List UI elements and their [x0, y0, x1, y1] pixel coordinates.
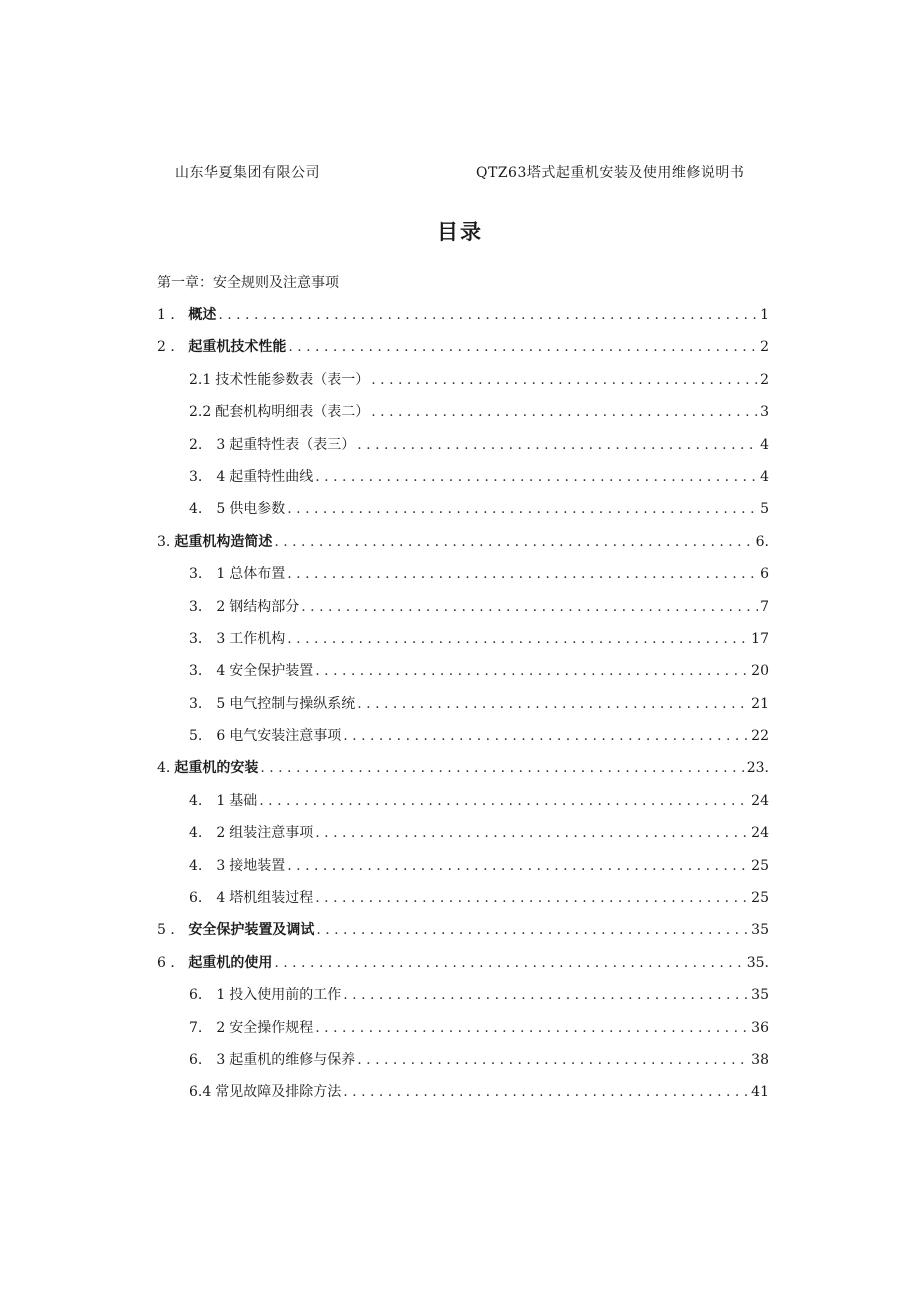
toc-dot-leader	[315, 825, 749, 841]
page-title: 目录	[437, 220, 483, 244]
toc-dot-leader	[218, 307, 758, 323]
toc-entry-page: 24	[751, 825, 769, 842]
toc-entry-page: 6.	[755, 533, 769, 550]
toc-entry-label: 起重特性曲线	[229, 468, 314, 485]
toc-dot-leader	[287, 631, 749, 647]
toc-dot-leader	[287, 858, 749, 874]
toc-entry[interactable]	[157, 596, 769, 628]
toc-entry-page: 21	[751, 695, 769, 712]
toc-entry-label: 组装注意事项	[229, 825, 314, 842]
header-company: 山东华夏集团有限公司	[175, 165, 320, 181]
toc-dot-leader	[287, 566, 758, 582]
toc-entry-label: 起重机的使用	[188, 954, 273, 971]
toc-entry[interactable]	[157, 790, 769, 822]
toc-dot-leader	[357, 1052, 749, 1068]
toc-entry-page: 35	[751, 922, 769, 939]
toc-entry-page: 36	[751, 1019, 769, 1036]
toc-entry-page: 6	[760, 566, 769, 583]
toc-entry-page: 41	[751, 1084, 769, 1101]
toc-entry[interactable]	[157, 434, 769, 466]
header-manual-title: QTZ63塔式起重机安装及使用维修说明书	[476, 165, 745, 181]
toc-dot-leader	[343, 987, 749, 1003]
toc-entry-label: 投入使用前的工作	[229, 987, 342, 1004]
toc-entry-number: 4. 1	[189, 792, 226, 809]
toc-entry-number: 3. 4	[189, 663, 226, 680]
toc-dot-leader	[315, 1020, 749, 1036]
toc-entry-number: 3. 2	[189, 598, 226, 615]
toc-entry-number: 3. 5	[189, 695, 226, 712]
toc-entry[interactable]	[157, 466, 769, 498]
toc-entry-label: 总体布置	[229, 566, 286, 583]
chapter-heading: 第一章：安全规则及注意事项	[157, 275, 339, 291]
toc-entry-page: 7	[760, 598, 769, 615]
toc-entry-number: 6.4	[189, 1084, 212, 1101]
toc-entry[interactable]	[157, 1017, 769, 1049]
toc-entry-page: 17	[751, 630, 769, 647]
toc-entry[interactable]	[157, 757, 769, 789]
toc-entry-number: 6. 3	[189, 1051, 226, 1068]
toc-entry[interactable]	[157, 1081, 769, 1113]
toc-dot-leader	[371, 372, 758, 388]
toc-entry-label: 起重机技术性能	[188, 339, 287, 356]
toc-dot-leader	[288, 339, 758, 355]
toc-entry[interactable]	[157, 531, 769, 563]
toc-dot-leader	[274, 534, 753, 550]
toc-entry[interactable]	[157, 498, 769, 530]
toc-entry-label: 工作机构	[229, 630, 286, 647]
toc-entry-page: 25	[751, 890, 769, 907]
toc-entry-page: 23.	[746, 760, 769, 777]
toc-entry-label: 起重机的维修与保养	[229, 1051, 356, 1068]
toc-entry-page: 2	[760, 339, 769, 356]
toc-entry-number: 5 ．	[157, 922, 185, 939]
toc-dot-leader	[315, 663, 749, 679]
toc-entry-number: 2.2	[189, 404, 212, 421]
toc-dot-leader	[343, 728, 749, 744]
toc-entry-label: 接地装置	[229, 857, 286, 874]
toc-entry-label: 配套机构明细表（表二）	[215, 404, 370, 421]
toc-entry-label: 起重机构造简述	[174, 533, 273, 550]
toc-entry-number: 6 ．	[157, 954, 185, 971]
toc-entry-number: 4. 2	[189, 825, 226, 842]
toc-dot-leader	[301, 599, 758, 615]
toc-entry-number: 1 ．	[157, 307, 185, 323]
toc-entry-label: 起重特性表（表三）	[229, 436, 356, 453]
toc-dot-leader	[343, 1084, 749, 1100]
toc-entry-label: 安全操作规程	[229, 1019, 314, 1036]
toc-dot-leader	[371, 404, 758, 420]
toc-entry-page: 4	[760, 468, 769, 485]
toc-dot-leader	[260, 760, 744, 776]
toc-entry[interactable]	[157, 693, 769, 725]
toc-entry-label: 钢结构部分	[229, 598, 300, 615]
toc-entry-label: 技术性能参数表（表一）	[215, 371, 370, 388]
toc-entry[interactable]	[157, 401, 769, 433]
toc-entry[interactable]	[157, 822, 769, 854]
toc-entry-number: 2.1	[189, 371, 212, 388]
toc-entry-number: 7. 2	[189, 1019, 226, 1036]
toc-entry[interactable]	[157, 563, 769, 595]
toc-entry-number: 2 ．	[157, 339, 185, 356]
table-of-contents	[157, 304, 769, 1114]
toc-entry-number: 2. 3	[189, 436, 226, 453]
toc-entry-label: 常见故障及排除方法	[215, 1084, 342, 1101]
toc-entry-page: 4	[760, 436, 769, 453]
toc-entry-page: 25	[751, 857, 769, 874]
toc-entry[interactable]	[157, 1049, 769, 1081]
toc-entry-label: 安全保护装置及调试	[188, 922, 315, 939]
toc-entry-page: 35.	[746, 954, 769, 971]
toc-entry-number: 4.	[157, 760, 171, 777]
toc-entry[interactable]	[157, 887, 769, 919]
toc-dot-leader	[315, 890, 749, 906]
toc-dot-leader	[357, 696, 749, 712]
toc-entry-number: 3. 1	[189, 566, 226, 583]
toc-entry-number: 4. 5	[189, 501, 226, 518]
toc-entry-label: 电气控制与操纵系统	[229, 695, 356, 712]
toc-entry-page: 35	[751, 987, 769, 1004]
toc-entry-label: 基础	[229, 792, 258, 809]
toc-dot-leader	[274, 955, 744, 971]
toc-entry-number: 5. 6	[189, 728, 226, 745]
toc-entry-page: 2	[760, 371, 769, 388]
toc-entry-label: 电气安装注意事项	[229, 728, 342, 745]
toc-entry-label: 安全保护装置	[229, 663, 314, 680]
toc-entry-number: 4. 3	[189, 857, 226, 874]
toc-entry-label: 起重机的安装	[174, 760, 259, 777]
toc-dot-leader	[316, 922, 749, 938]
toc-entry[interactable]	[157, 984, 769, 1016]
toc-entry[interactable]	[157, 855, 769, 887]
toc-entry[interactable]	[157, 369, 769, 401]
toc-dot-leader	[259, 793, 749, 809]
toc-entry-number: 3. 4	[189, 468, 226, 485]
toc-dot-leader	[315, 469, 758, 485]
toc-entry-number: 6. 4	[189, 890, 226, 907]
toc-entry-label: 供电参数	[229, 501, 286, 518]
toc-entry-number: 3. 3	[189, 630, 226, 647]
toc-entry-page: 24	[751, 792, 769, 809]
toc-entry-number: 6. 1	[189, 987, 226, 1004]
toc-entry-page: 22	[751, 728, 769, 745]
toc-entry-page: 3	[760, 404, 769, 421]
toc-entry[interactable]	[157, 919, 769, 951]
toc-entry-page: 1	[760, 307, 769, 323]
toc-entry-page: 5	[760, 501, 769, 518]
toc-entry[interactable]	[157, 628, 769, 660]
toc-entry[interactable]	[157, 725, 769, 757]
toc-entry-page: 20	[751, 663, 769, 680]
toc-entry[interactable]	[157, 304, 769, 336]
toc-entry-label: 塔机组装过程	[229, 890, 314, 907]
toc-dot-leader	[357, 437, 758, 453]
toc-dot-leader	[287, 501, 758, 517]
toc-entry-number: 3.	[157, 533, 171, 550]
toc-entry[interactable]	[157, 660, 769, 692]
page-header	[0, 162, 920, 184]
toc-entry-page: 38	[751, 1051, 769, 1068]
toc-entry[interactable]	[157, 952, 769, 984]
toc-entry-label: 概述	[188, 307, 217, 323]
toc-entry[interactable]	[157, 336, 769, 368]
